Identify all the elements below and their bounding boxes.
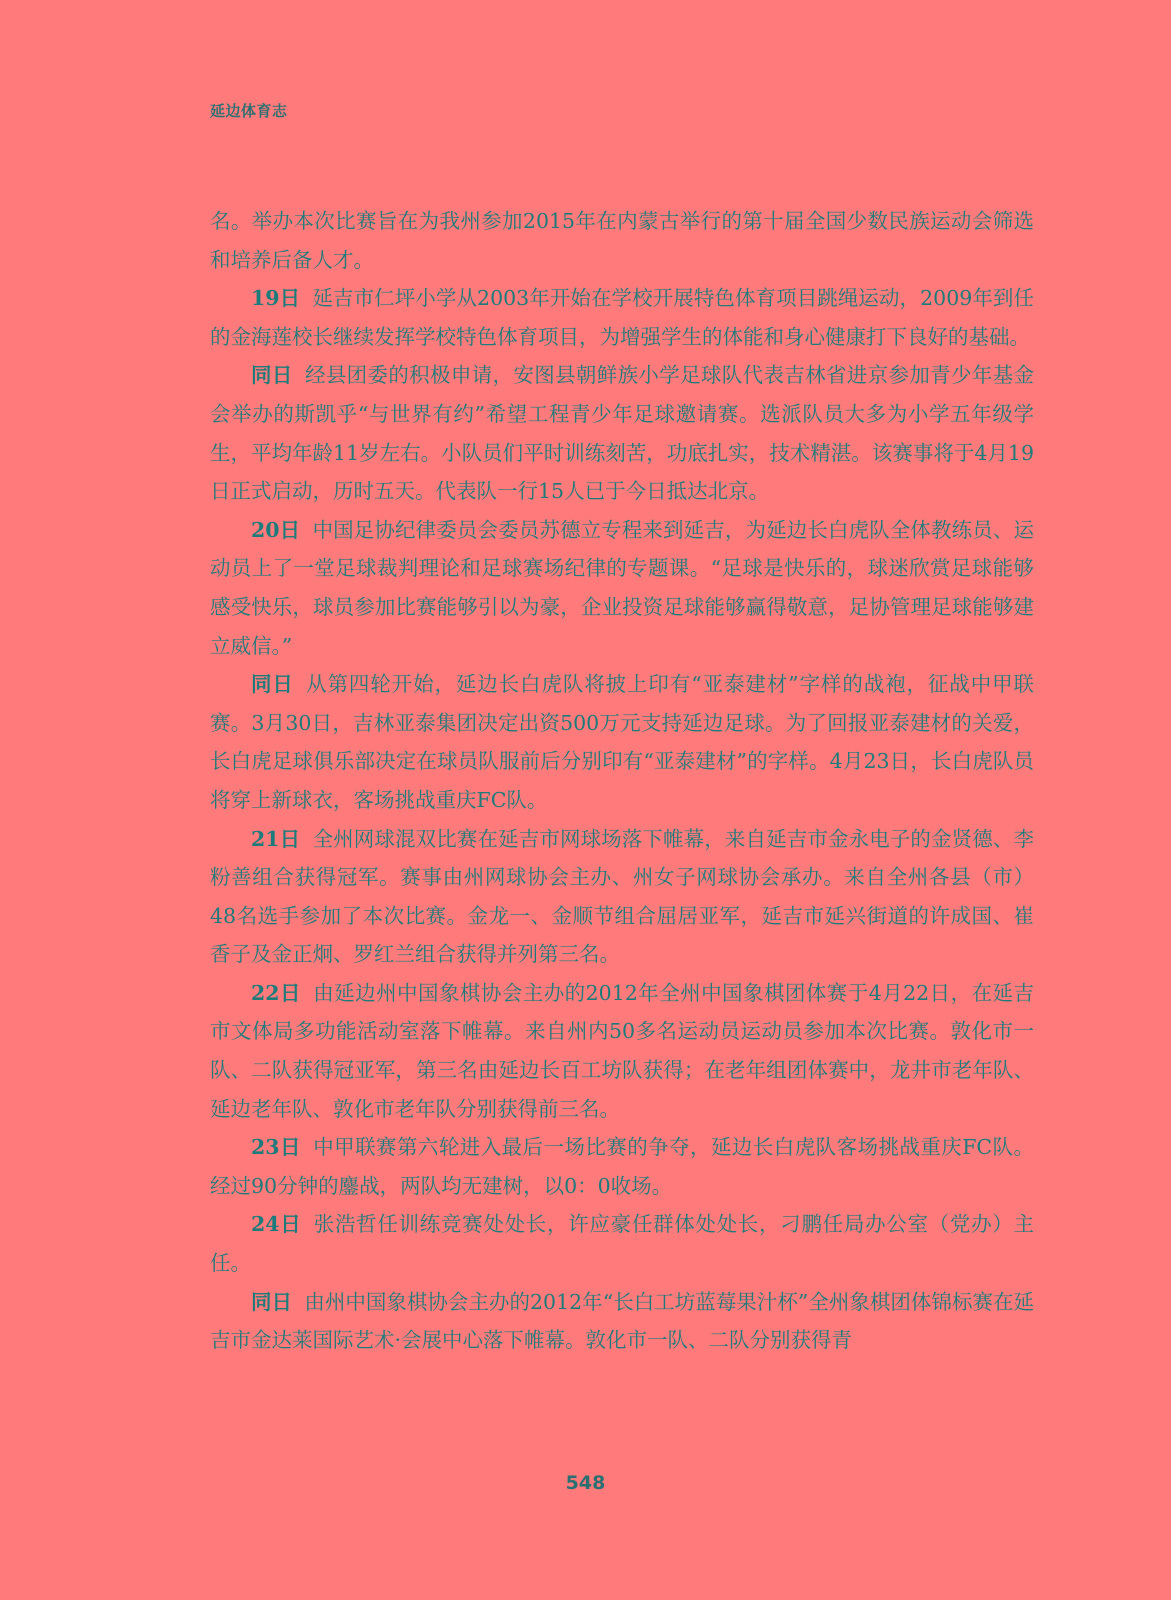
entry-date: 20日 xyxy=(251,517,301,542)
page-number: 548 xyxy=(565,1472,606,1494)
paragraph-text: 经县团委的积极申请，安图县朝鲜族小学足球队代表吉林省进京参加青少年基金会举办的斯凯乎“与世界有约”希望工程青少年足球邀请赛。选派队员大多为小学五年级学生，平均年龄11岁左右。小队员们平时训练刻苦，功底扎实，技术精湛。该赛事将于4月19日正式启动，历时五天。代表队一行15人已于今日抵达北京。 xyxy=(210,363,1035,504)
running-header: 延边体育志 xyxy=(210,102,288,120)
paragraph xyxy=(210,820,1034,974)
paragraph xyxy=(210,279,1034,356)
paragraph-text: 张浩哲任训练竞赛处处长，许应豪任群体处处长，刁鹏任局办公室（党办）主任。 xyxy=(210,1212,1035,1276)
paragraph-text: 中甲联赛第六轮进入最后一场比赛的争夺，延边长白虎队客场挑战重庆FC队。经过90分钟的鏖战，两队均无建树，以0：0收场。 xyxy=(210,1135,1034,1198)
entry-date: 21日 xyxy=(251,826,301,851)
paragraph-text: 延吉市仁坪小学从2003年开始在学校开展特色体育项目跳绳运动，2009年到任的金海莲校长继续发挥学校特色体育项目，为增强学生的体能和身心健康打下良好的基础。 xyxy=(210,286,1034,349)
entry-date: 23日 xyxy=(251,1135,301,1160)
entry-date: 同日 xyxy=(251,672,294,697)
paragraph xyxy=(210,1283,1034,1360)
paragraph xyxy=(210,202,1034,279)
entry-date: 19日 xyxy=(251,286,301,311)
paragraph xyxy=(210,356,1034,510)
paragraph-text: 由延边州中国象棋协会主办的2012年全州中国象棋团体赛于4月22日，在延吉市文体局多功能活动室落下帷幕。来自州内50多名运动员运动员参加本次比赛。敦化市一队、二队获得冠亚军，第三名由延边长百工坊队获得；在老年组团体赛中，龙井市老年队、延边老年队、敦化市老年队分别获得前三名。 xyxy=(210,980,1034,1121)
paragraph-text: 全州网球混双比赛在延吉市网球场落下帷幕，来自延吉市金永电子的金贤德、李粉善组合获得冠军。赛事由州网球协会主办、州女子网球协会承办。来自全州各县（市）48名选手参加了本次比赛。金龙一、金顺节组合屈居亚军，延吉市延兴街道的许成国、崔香子及金正炯、罗红兰组合获得并列第三名。 xyxy=(210,826,1035,967)
paragraph-text: 中国足协纪律委员会委员苏德立专程来到延吉，为延边长白虎队全体教练员、运动员上了一堂足球裁判理论和足球赛场纪律的专题课。“足球是快乐的，球迷欣赏足球能够感受快乐，球员参加比赛能够引以为豪，企业投资足球能够赢得敬意，足协管理足球能够建立威信。” xyxy=(210,517,1035,658)
paragraph xyxy=(210,1128,1034,1205)
paragraph xyxy=(210,974,1034,1128)
entry-date: 24日 xyxy=(251,1212,302,1237)
paragraph-text: 由州中国象棋协会主办的2012年“长白工坊蓝莓果汁杯”全州象棋团体锦标赛在延吉市金达莱国际艺术·会展中心落下帷幕。敦化市一队、二队分别获得青 xyxy=(210,1289,1034,1353)
entry-date: 同日 xyxy=(251,363,293,388)
paragraph xyxy=(210,511,1034,665)
entry-date: 22日 xyxy=(251,980,301,1005)
paragraph xyxy=(210,1205,1034,1282)
page-body xyxy=(210,202,1034,1360)
paragraph-text: 名。举办本次比赛旨在为我州参加2015年在内蒙古举行的第十届全国少数民族运动会筛选和培养后备人才。 xyxy=(210,209,1034,272)
paragraph xyxy=(210,665,1034,819)
paragraph-text: 从第四轮开始，延边长白虎队将披上印有“亚泰建材”字样的战袍，征战中甲联赛。3月30日，吉林亚泰集团决定出资500万元支持延边足球。为了回报亚泰建材的关爱，长白虎足球俱乐部决定在球员队服前后分别印有“亚泰建材”的字样。4月23日，长白虎队员将穿上新球衣，客场挑战重庆FC队。 xyxy=(210,672,1034,812)
entry-date: 同日 xyxy=(251,1289,293,1314)
